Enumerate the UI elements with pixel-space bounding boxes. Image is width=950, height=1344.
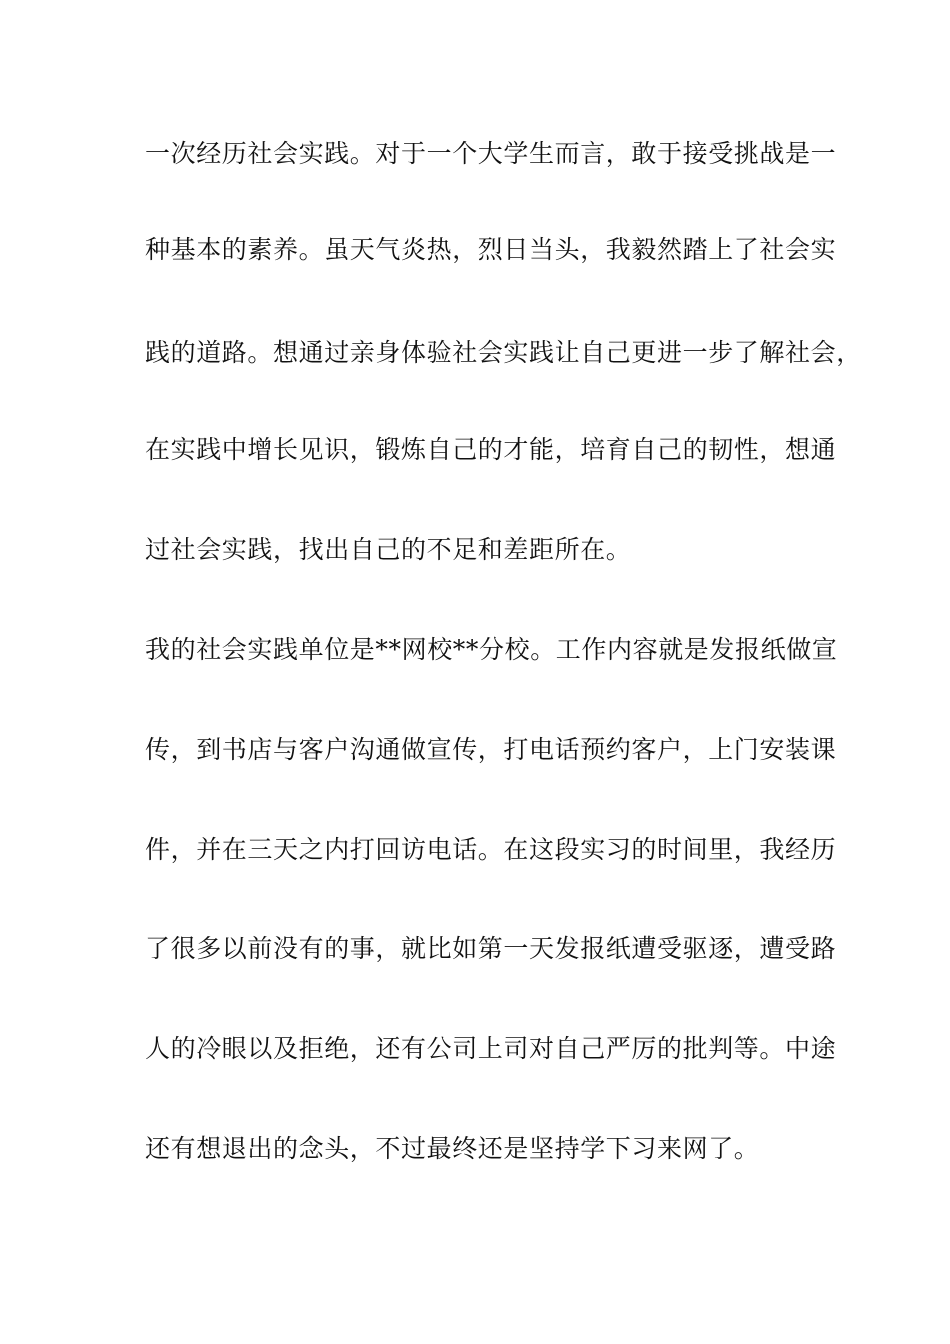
text-line: 种基本的素养。虽天气炎热，烈日当头，我毅然踏上了社会实	[145, 235, 837, 264]
text-line: 还有想退出的念头，不过最终还是坚持学下习来网了。	[145, 1134, 760, 1163]
text-line: 我的社会实践单位是**网校**分校。工作内容就是发报纸做宣	[145, 635, 838, 664]
text-line: 件，并在三天之内打回访电话。在这段实习的时间里，我经历	[145, 835, 837, 864]
text-line: 一次经历社会实践。对于一个大学生而言，敢于接受挑战是一	[145, 139, 837, 168]
text-line: 过社会实践，找出自己的不足和差距所在。	[145, 535, 632, 564]
text-line: 传，到书店与客户沟通做宣传，打电话预约客户，上门安装课	[145, 735, 837, 764]
text-line: 人的冷眼以及拒绝，还有公司上司对自己严厉的批判等。中途	[145, 1034, 837, 1063]
text-line: 在实践中增长见识，锻炼自己的才能，培育自己的韧性，想通	[145, 435, 837, 464]
text-line: 践的道路。想通过亲身体验社会实践让自己更进一步了解社会，	[145, 338, 862, 367]
text-line: 了很多以前没有的事，就比如第一天发报纸遭受驱逐，遭受路	[145, 934, 837, 963]
